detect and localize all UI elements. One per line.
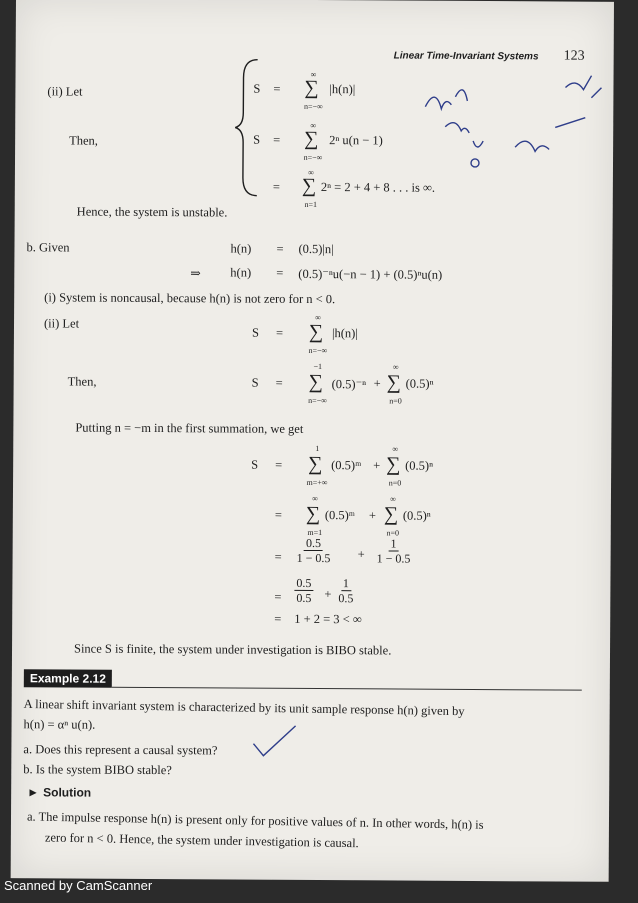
answer-line1: a. The impulse response h(n) is present only for positive values of n. In other words, h(n) is bbox=[26, 809, 484, 832]
sub1-rel: = bbox=[275, 457, 283, 472]
eq3-rel: = bbox=[272, 179, 280, 194]
frac1-num2: 1 bbox=[389, 536, 399, 551]
frac2-num1: 0.5 bbox=[294, 576, 313, 591]
sigma-icon: ∑ bbox=[304, 127, 319, 151]
let-eq-rel: = bbox=[275, 325, 284, 340]
example-divider bbox=[112, 687, 582, 691]
part-b-ii-let-label: (ii) Let bbox=[43, 316, 80, 331]
frac1-rel: = bbox=[274, 549, 282, 564]
eq2-sum-top: ∞ bbox=[310, 120, 317, 131]
frac2-right bbox=[336, 576, 355, 605]
sigma-icon: ∑ bbox=[308, 320, 324, 344]
sub2-sum1-top: ∞ bbox=[312, 493, 318, 504]
let-eq-lhs: S bbox=[251, 325, 259, 340]
let-eq-sum-top: ∞ bbox=[315, 313, 321, 323]
final-body: 1 + 2 = 3 < ∞ bbox=[294, 611, 362, 627]
eq1-sum-top: ∞ bbox=[310, 69, 317, 80]
then-sum2-bottom: n=0 bbox=[389, 396, 402, 406]
then-eq-rel: = bbox=[275, 375, 283, 390]
part-b-given-label: b. Given bbox=[26, 240, 70, 255]
question-a: a. Does this represent a causal system? bbox=[23, 742, 218, 758]
sub2-sum1-bottom: m=1 bbox=[307, 527, 323, 538]
sub2-term2: (0.5)ⁿ bbox=[402, 508, 431, 523]
expanded-lhs: h(n) bbox=[230, 265, 252, 280]
sub2-sum2-bottom: n=0 bbox=[386, 528, 400, 538]
given-rel: = bbox=[276, 241, 284, 256]
eq2-body: 2ⁿ u(n − 1) bbox=[329, 133, 383, 148]
answer-line2: zero for n < 0. Hence, the system under investigation is causal. bbox=[44, 830, 359, 851]
eq2-sum-bottom: n=−∞ bbox=[303, 152, 323, 163]
eq2-lhs: S bbox=[253, 132, 261, 147]
sub1-plus: + bbox=[373, 458, 381, 473]
frac1-num1: 0.5 bbox=[304, 536, 323, 551]
running-header-title: Linear Time-Invariant Systems bbox=[393, 50, 539, 63]
frac2-den2: 0.5 bbox=[338, 591, 354, 606]
textbook-page bbox=[11, 0, 614, 882]
then-term2: (0.5)ⁿ bbox=[405, 376, 434, 391]
part-ii-let-label: (ii) Let bbox=[47, 84, 83, 99]
sub2-term1: (0.5)ᵐ bbox=[324, 508, 355, 523]
part-b-then-label: Then, bbox=[67, 374, 97, 389]
frac1-right bbox=[375, 536, 413, 565]
noncausal-statement: (i) System is noncausal, because h(n) is not zero for n < 0. bbox=[44, 290, 336, 307]
example-statement-line2: h(n) = αⁿ u(n). bbox=[23, 717, 96, 732]
given-rhs: (0.5)|n| bbox=[298, 241, 334, 257]
then-plus: + bbox=[373, 376, 381, 391]
solution-bullet-icon: ► bbox=[27, 785, 40, 800]
left-brace-icon bbox=[233, 58, 264, 198]
sigma-icon: ∑ bbox=[301, 174, 317, 198]
implies-arrow-icon: ⇒ bbox=[190, 266, 201, 281]
then-term1: (0.5)⁻ⁿ bbox=[331, 377, 367, 392]
let-eq-body: |h(n)| bbox=[331, 326, 358, 341]
frac2-rel: = bbox=[274, 589, 282, 604]
eq3-sum-bottom: n=1 bbox=[304, 199, 318, 210]
sub2-plus: + bbox=[368, 508, 376, 523]
eq3-body: 2ⁿ = 2 + 4 + 8 . . . is ∞. bbox=[320, 180, 436, 195]
frac2-den1: 0.5 bbox=[296, 590, 312, 605]
then-eq-lhs: S bbox=[251, 375, 259, 390]
solution-label: Solution bbox=[43, 785, 92, 800]
given-lhs: h(n) bbox=[230, 241, 252, 256]
frac1-den2: 1 − 0.5 bbox=[376, 551, 411, 566]
bibo-stable-conclusion: Since S is finite, the system under investigation is BIBO stable. bbox=[73, 641, 392, 658]
sigma-icon: ∑ bbox=[304, 76, 319, 100]
page-number: 123 bbox=[563, 48, 585, 64]
sigma-icon: ∑ bbox=[308, 370, 323, 394]
sub1-term2: (0.5)ⁿ bbox=[405, 458, 434, 473]
eq1-lhs: S bbox=[253, 81, 261, 96]
eq3-sum-top: ∞ bbox=[308, 167, 314, 177]
part-ii-then-label: Then, bbox=[69, 133, 98, 148]
expanded-rhs: (0.5)⁻ⁿu(−n − 1) + (0.5)ⁿu(n) bbox=[298, 266, 443, 282]
frac2-num2: 1 bbox=[341, 576, 351, 591]
putting-statement: Putting n = −m in the first summation, we get bbox=[75, 420, 304, 436]
frac1-plus: + bbox=[357, 547, 365, 562]
example-label: Example 2.12 bbox=[24, 669, 112, 688]
unstable-conclusion: Hence, the system is unstable. bbox=[76, 204, 228, 220]
eq1-rel: = bbox=[273, 81, 281, 96]
sigma-icon: ∑ bbox=[386, 371, 401, 394]
sub1-sum2-bottom: n=0 bbox=[388, 478, 402, 488]
eq1-sum-bottom: n=−∞ bbox=[303, 101, 323, 112]
final-rel: = bbox=[274, 611, 282, 626]
sub2-sum2-top: ∞ bbox=[390, 494, 396, 504]
frac2-left bbox=[294, 576, 313, 605]
sub2-rel: = bbox=[274, 507, 282, 522]
sub1-sum1-top: 1 bbox=[315, 444, 320, 454]
checkmark-icon bbox=[249, 724, 299, 760]
handwritten-annotation-icon bbox=[415, 67, 606, 178]
scanner-watermark: Scanned by CamScanner bbox=[4, 878, 153, 893]
then-sum2-top: ∞ bbox=[392, 362, 399, 372]
eq2-rel: = bbox=[273, 132, 281, 147]
sigma-icon: ∑ bbox=[386, 453, 401, 476]
let-eq-sum-bottom: n=−∞ bbox=[308, 345, 328, 356]
sub1-lhs: S bbox=[251, 457, 259, 472]
sigma-icon: ∑ bbox=[308, 452, 323, 476]
expanded-rel: = bbox=[276, 265, 284, 280]
then-sum1-bottom: n=−∞ bbox=[308, 395, 327, 406]
frac1-den1: 1 − 0.5 bbox=[296, 550, 331, 566]
sub1-sum2-top: ∞ bbox=[392, 444, 399, 454]
sub1-sum1-bottom: m=+∞ bbox=[306, 477, 328, 488]
question-b: b. Is the system BIBO stable? bbox=[23, 762, 172, 778]
sigma-icon: ∑ bbox=[305, 502, 321, 526]
frac2-plus: + bbox=[324, 587, 332, 602]
sub1-term1: (0.5)ᵐ bbox=[331, 458, 362, 473]
frac1-left bbox=[295, 536, 333, 565]
sigma-icon: ∑ bbox=[383, 503, 399, 526]
then-sum1-top: −1 bbox=[313, 361, 323, 372]
eq1-body: |h(n)| bbox=[329, 82, 356, 97]
example-statement-line1: A linear shift invariant system is characterized by its unit sample response h(n) given by bbox=[23, 696, 465, 719]
